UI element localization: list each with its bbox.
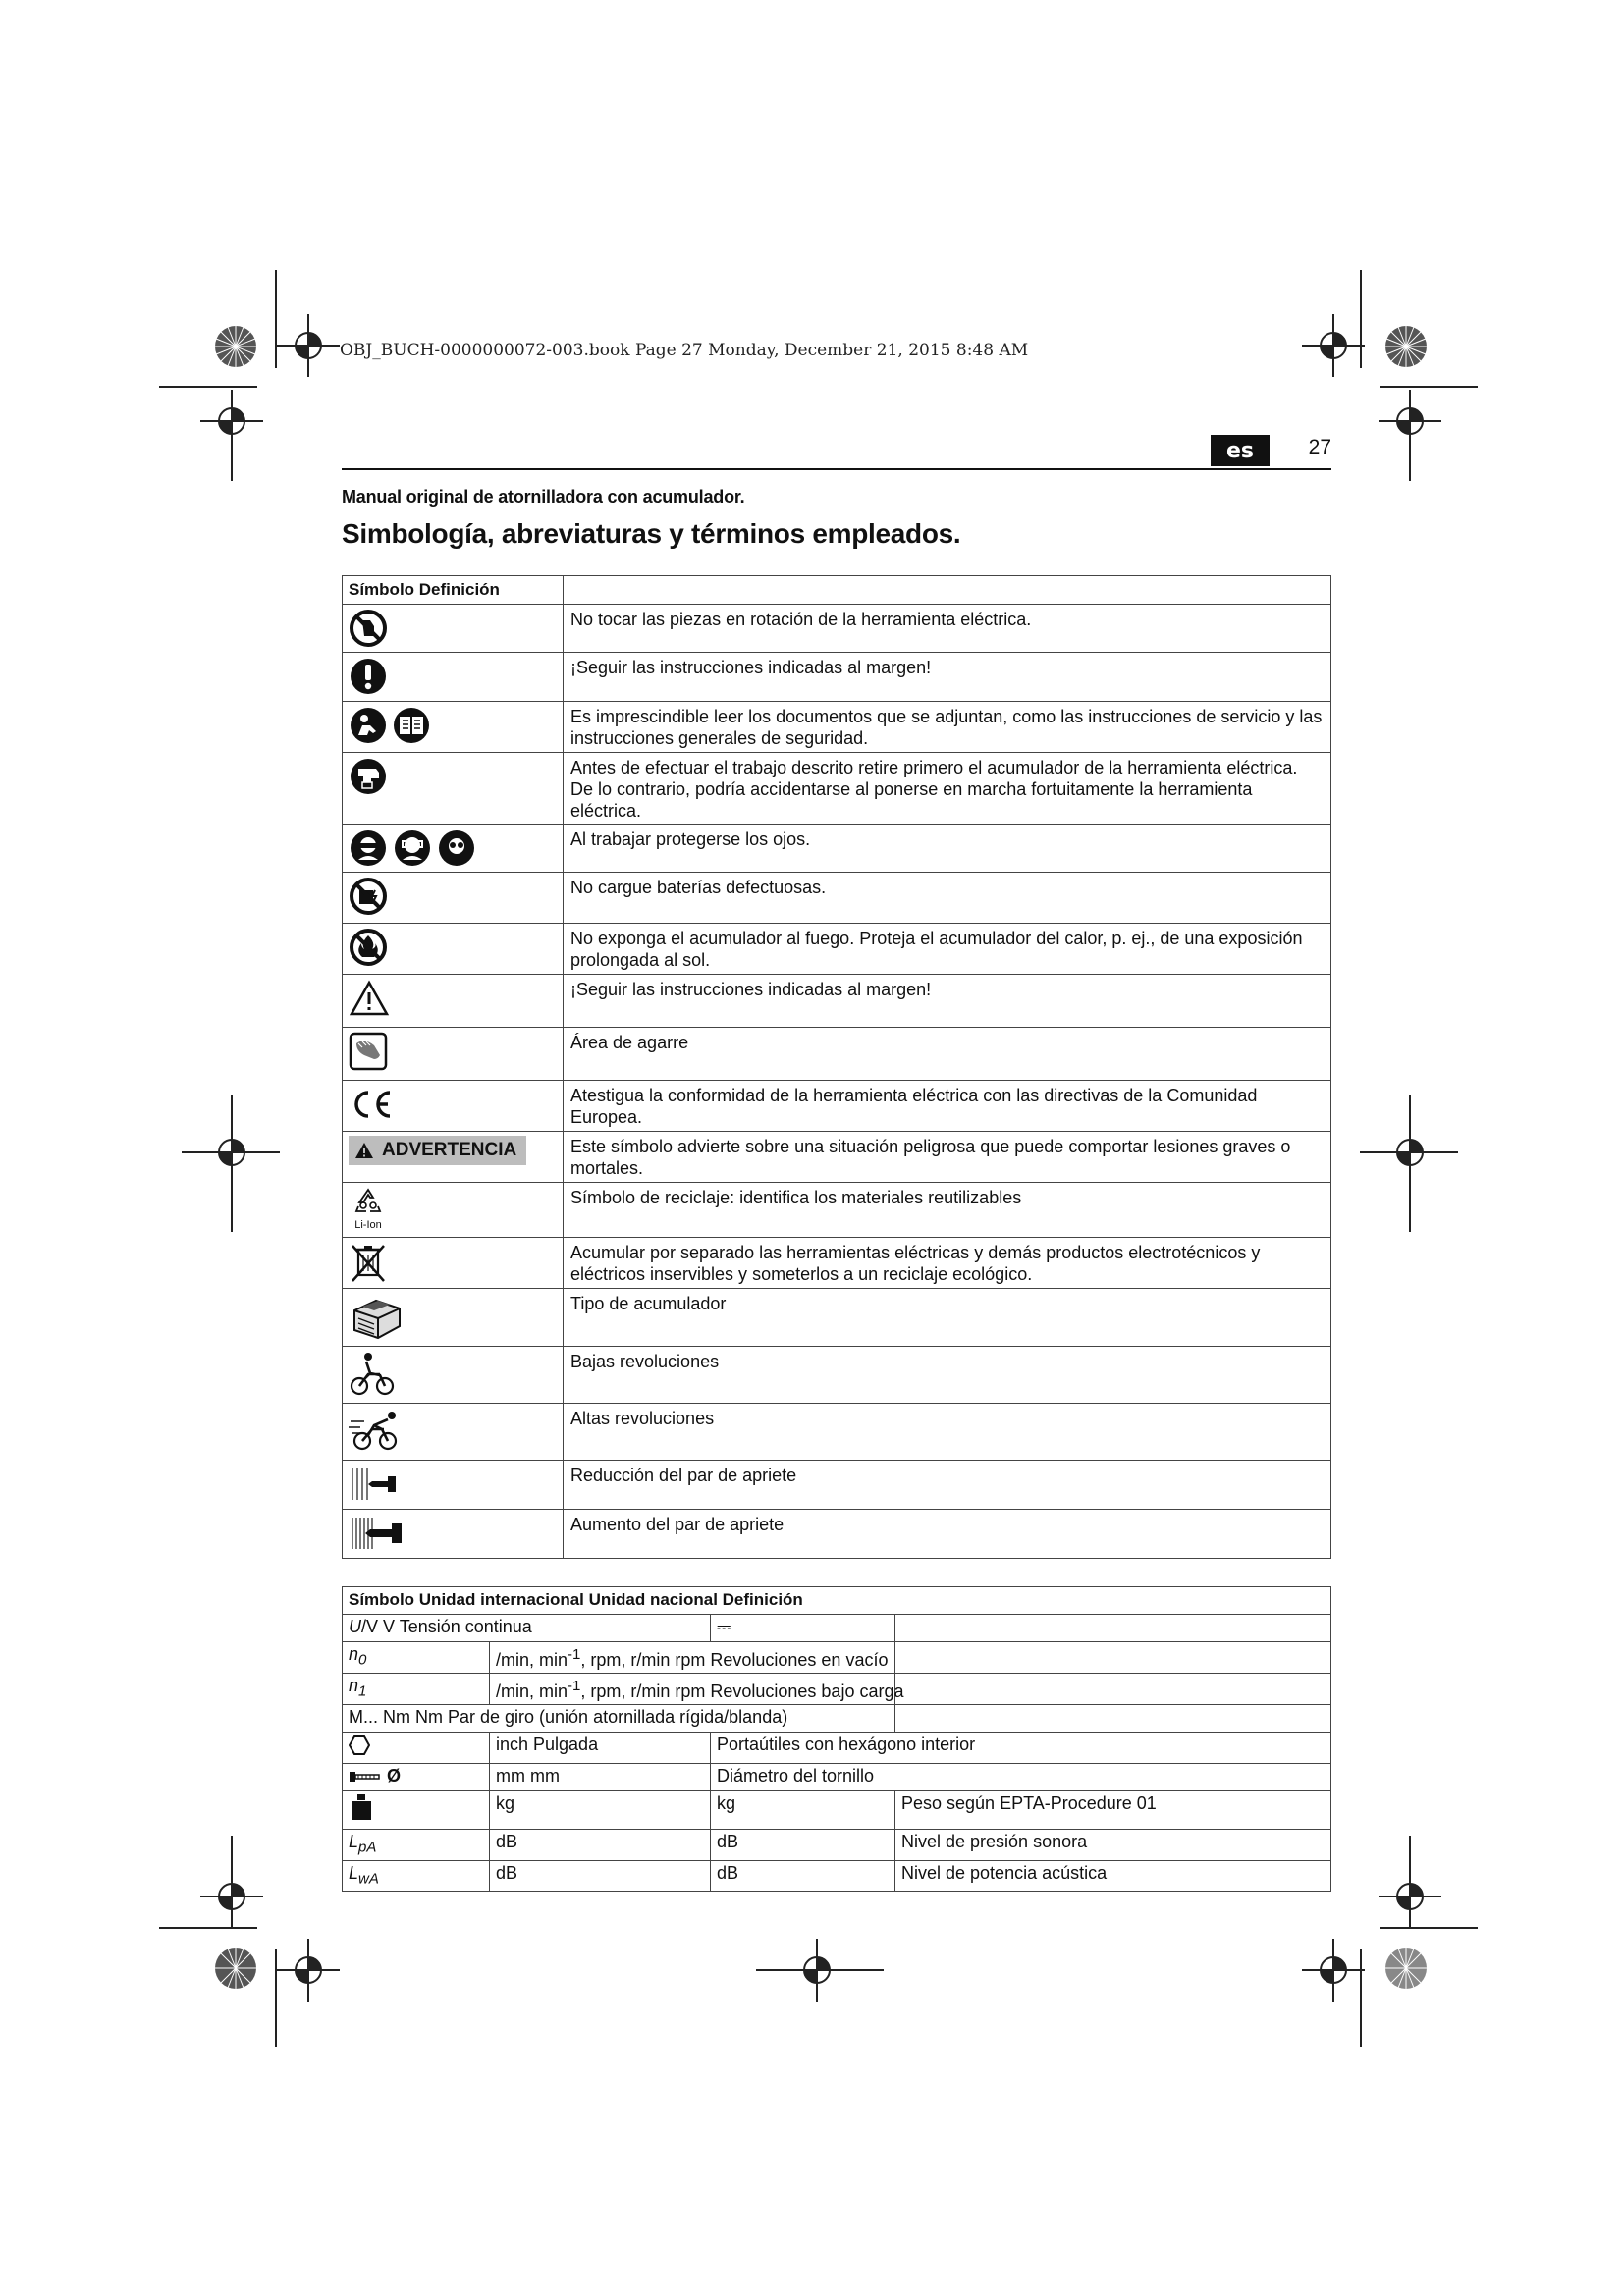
table-row <box>343 1860 1331 1892</box>
color-target-icon <box>1383 1946 1429 1991</box>
eye-protection-icon <box>349 828 476 868</box>
definition: No exponga el acumulador al fuego. Proteja el acumulador del calor, p. ej., de una exposición prolongada al sol. <box>564 924 1331 975</box>
table-row <box>343 1733 1331 1764</box>
crop-line <box>1409 412 1411 481</box>
crop-line <box>159 1927 257 1929</box>
definition: Este símbolo advierte sobre una situación peligrosa que puede comportar lesiones graves o mortales. <box>564 1132 1331 1183</box>
diameter-symbol: Ø <box>387 1766 402 1786</box>
grip-area-icon <box>349 1032 388 1071</box>
crop-line <box>756 1969 884 1971</box>
table-row <box>343 1615 1331 1642</box>
torque-increase-icon <box>349 1514 407 1553</box>
section-title: Simbología, abreviaturas y términos empleados. <box>342 518 961 549</box>
definition: ¡Seguir las instrucciones indicadas al margen! <box>564 653 1331 702</box>
definition: Área de agarre <box>564 1028 1331 1081</box>
no-touch-rotating-icon <box>349 609 388 648</box>
crop-line <box>231 412 233 481</box>
table-row <box>343 1830 1331 1861</box>
table-row <box>343 1347 1331 1404</box>
recycle-icon <box>353 1187 383 1214</box>
definition: Es imprescindible leer los documentos que se adjuntan, como las instrucciones de servicio y las instrucciones generales de seguridad. <box>564 702 1331 753</box>
table-row <box>343 873 1331 924</box>
li-ion-label: Li-Ion <box>354 1219 382 1231</box>
warning-triangle-icon <box>349 979 390 1018</box>
low-speed-icon <box>349 1351 398 1396</box>
lwa-unit-int: dB <box>490 1860 711 1892</box>
table-row <box>343 1289 1331 1347</box>
high-speed-icon <box>349 1408 404 1453</box>
voltage-symbol: U <box>349 1617 361 1636</box>
dc-symbol: ⎓ <box>711 1615 895 1642</box>
lpa-definition: Nivel de presión sonora <box>895 1830 1331 1861</box>
screw-diameter-icon <box>349 1768 382 1786</box>
no-fire-icon <box>349 928 388 967</box>
table-row <box>343 1674 1331 1705</box>
diameter-definition: Diámetro del tornillo <box>711 1764 1331 1791</box>
language-badge: es <box>1211 435 1270 466</box>
definition: Al trabajar protegerse los ojos. <box>564 825 1331 873</box>
registration-mark-icon <box>1302 314 1365 377</box>
page-number: 27 <box>1308 436 1331 458</box>
definition: ¡Seguir las instrucciones indicadas al margen! <box>564 975 1331 1028</box>
crossed-bin-icon <box>349 1242 388 1283</box>
lpa-symbol: $L_{pA}$ <box>343 1830 490 1861</box>
table-row <box>343 975 1331 1028</box>
hex-unit: inch Pulgada <box>490 1733 711 1764</box>
voltage-description: /V V Tensión continua <box>361 1617 532 1636</box>
table-row <box>343 653 1331 702</box>
symbol-table-header-label: Símbolo Definición <box>343 576 564 605</box>
table-row <box>343 1764 1331 1791</box>
units-table-header <box>343 1587 1331 1615</box>
manual-subtitle: Manual original de atornilladora con acumulador. <box>342 487 745 507</box>
table-row <box>343 1132 1331 1183</box>
lwa-symbol: $L_{wA}$ <box>343 1860 490 1892</box>
table-row <box>343 1642 1331 1674</box>
weight-unit-int: kg <box>490 1791 711 1830</box>
advertencia-text: ADVERTENCIA <box>382 1140 517 1160</box>
no-load-speed-units: /min, $\min^{-1}$, rpm, r/min rpm Revoluciones en vacío <box>490 1642 895 1674</box>
diameter-unit: mm mm <box>490 1764 711 1791</box>
table-row <box>343 1183 1331 1238</box>
weight-unit-nat: kg <box>711 1791 895 1830</box>
header-rule <box>342 468 1331 470</box>
definition: Bajas revoluciones <box>564 1347 1331 1404</box>
registration-mark-icon <box>277 314 340 377</box>
warning-triangle-icon <box>354 1142 374 1159</box>
crop-line <box>1380 1927 1478 1929</box>
load-speed-units: /min, $\min^{-1}$, rpm, r/min rpm Revoluciones bajo carga <box>490 1674 895 1705</box>
hex-definition: Portaútiles con hexágono interior <box>711 1733 1331 1764</box>
crop-line <box>1360 1151 1458 1153</box>
units-table-header-label: Símbolo Unidad internacional Unidad nacional Definición <box>343 1587 1331 1615</box>
read-manual-icon <box>349 706 433 745</box>
table-row <box>343 1404 1331 1461</box>
table-row <box>343 605 1331 653</box>
torque-decrease-icon <box>349 1465 402 1504</box>
n1-symbol: $n_1$ <box>343 1674 490 1705</box>
battery-pack-icon <box>349 1293 406 1342</box>
table-row <box>343 1791 1331 1830</box>
definition: Tipo de acumulador <box>564 1289 1331 1347</box>
crop-line <box>182 1151 280 1153</box>
crop-line <box>231 1095 233 1232</box>
definition: Antes de efectuar el trabajo descrito retire primero el acumulador de la herramienta eléctrica. De lo contrario, podría accidentarse al ponerse en marcha fortuitamente la herramienta eléctrica. <box>564 753 1331 825</box>
table-row <box>343 1510 1331 1559</box>
color-target-icon <box>213 1946 258 1991</box>
registration-mark-icon <box>277 1939 340 2002</box>
definition: Símbolo de reciclaje: identifica los materiales reutilizables <box>564 1183 1331 1238</box>
torque-row: M... Nm Nm Par de giro (unión atornillada rígida/blanda) <box>343 1705 895 1733</box>
crop-line <box>231 1836 233 1904</box>
color-target-icon <box>213 324 258 369</box>
book-info-header: OBJ_BUCH-0000000072-003.book Page 27 Monday, December 21, 2015 8:48 AM <box>340 341 1029 360</box>
recycling-liion-icon <box>349 1187 388 1231</box>
definition: Altas revoluciones <box>564 1404 1331 1461</box>
registration-mark-icon <box>1302 1939 1365 2002</box>
no-charge-defective-icon <box>349 877 388 916</box>
definition: Aumento del par de apriete <box>564 1510 1331 1559</box>
definition: Acumular por separado las herramientas eléctricas y demás productos electrotécnicos y eléctricos inservibles y someterlos a un reciclaje ecológico. <box>564 1238 1331 1289</box>
lpa-unit-int: dB <box>490 1830 711 1861</box>
crop-line <box>1409 1836 1411 1904</box>
color-target-icon <box>1383 324 1429 369</box>
table-row <box>343 753 1331 825</box>
table-row <box>343 1081 1331 1132</box>
definition: No cargue baterías defectuosas. <box>564 873 1331 924</box>
symbol-table-header <box>343 576 1331 605</box>
lwa-definition: Nivel de potencia acústica <box>895 1860 1331 1892</box>
advertencia-label <box>349 1136 526 1165</box>
hexagon-icon <box>349 1735 370 1756</box>
table-row <box>343 1461 1331 1510</box>
weight-icon <box>349 1792 374 1822</box>
definition: Reducción del par de apriete <box>564 1461 1331 1510</box>
crop-line <box>275 1949 277 2047</box>
lwa-unit-nat: dB <box>711 1860 895 1892</box>
exclamation-icon <box>349 657 388 696</box>
table-row <box>343 1028 1331 1081</box>
crop-line <box>1380 386 1478 388</box>
crop-line <box>1409 1095 1411 1232</box>
table-row <box>343 1705 1331 1733</box>
definition: Atestigua la conformidad de la herramienta eléctrica con las directivas de la Comunidad Europea. <box>564 1081 1331 1132</box>
definition: No tocar las piezas en rotación de la herramienta eléctrica. <box>564 605 1331 653</box>
crop-line <box>1360 1949 1362 2047</box>
table-row <box>343 924 1331 975</box>
ce-mark-icon <box>349 1085 396 1124</box>
n0-symbol: $n_0$ <box>343 1642 490 1674</box>
units-table <box>342 1586 1331 1892</box>
table-row <box>343 702 1331 753</box>
lpa-unit-nat: dB <box>711 1830 895 1861</box>
weight-definition: Peso según EPTA-Procedure 01 <box>895 1791 1331 1830</box>
table-row <box>343 825 1331 873</box>
crop-line <box>159 386 257 388</box>
remove-battery-icon <box>349 757 388 796</box>
table-row <box>343 1238 1331 1289</box>
symbol-table <box>342 575 1331 1559</box>
